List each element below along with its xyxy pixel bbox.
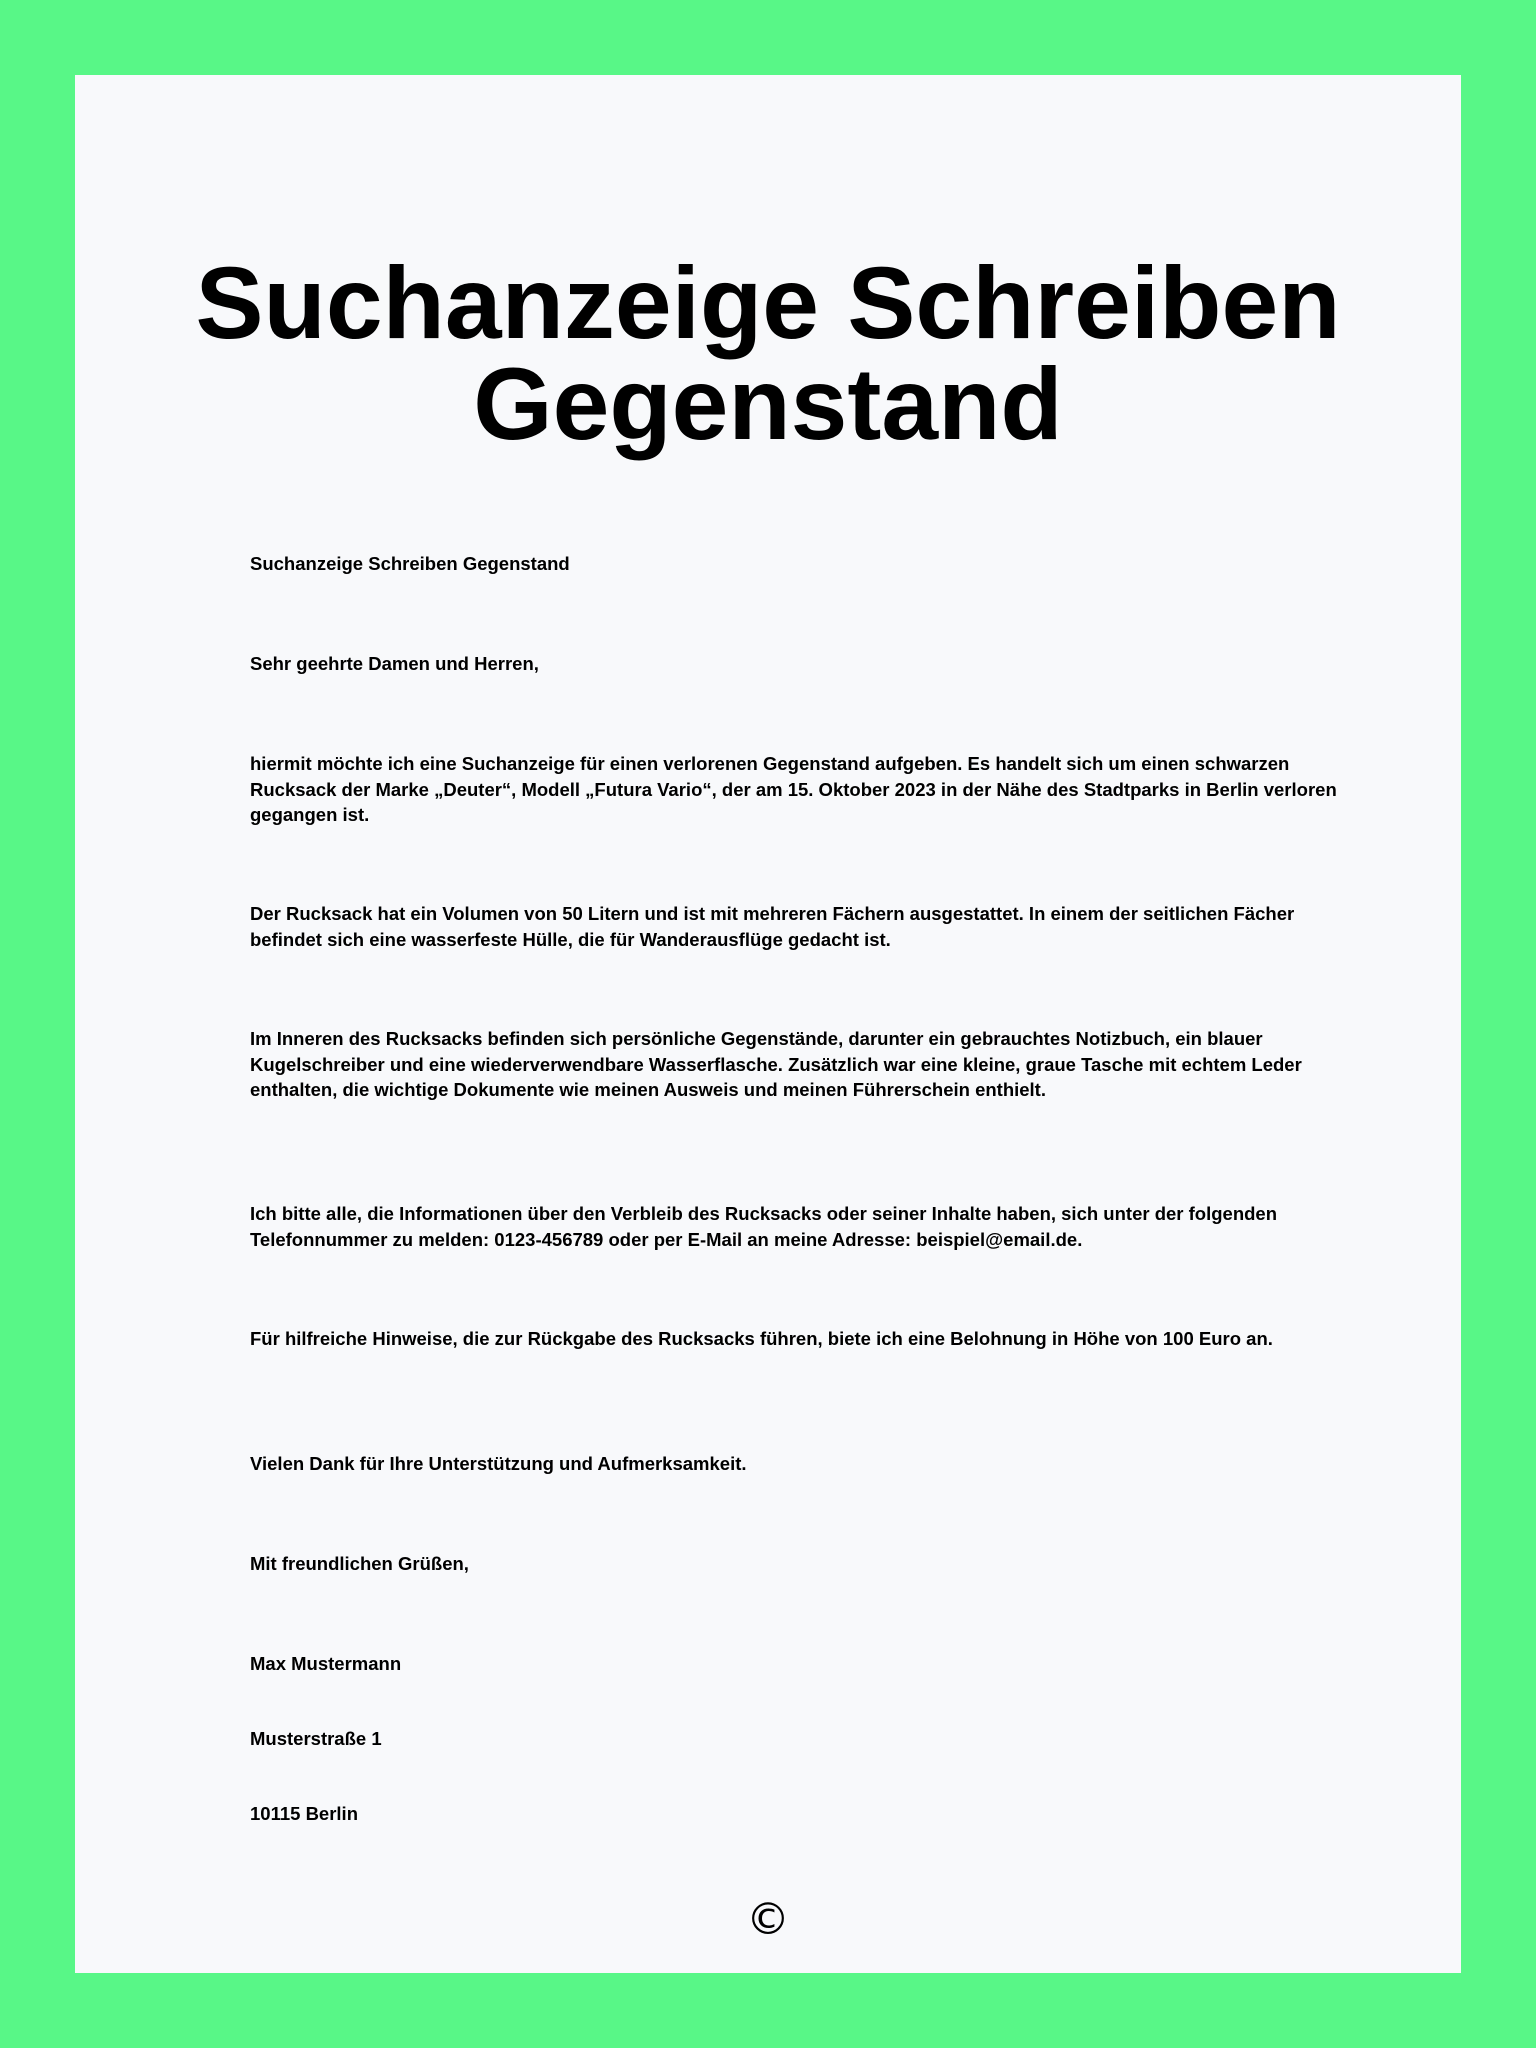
letter-paragraph: Für hilfreiche Hinweise, die zur Rückgabe des Rucksacks führen, biete ich eine Belohnung in Höhe von 100 Euro an. <box>250 1328 1273 1349</box>
signature-street: Musterstraße 1 <box>250 1728 382 1749</box>
letter-salutation: Sehr geehrte Damen und Herren, <box>250 653 539 674</box>
page-title: Suchanzeige Schreiben Gegenstand <box>195 246 1341 461</box>
letter-closing: Mit freundlichen Grüßen, <box>250 1553 469 1574</box>
letter-paragraph: Im Inneren des Rucksacks befinden sich persönliche Gegenstände, darunter ein gebrauchtes Notizbuch, ein blauer Kugelschreiber und eine wiederverwendbare Wasserflasche. Zusätzlich war eine kleine, graue Tasche mit echtem Leder enthalten, die wichtige Dokumente wie meinen Ausweis und meinen Führerschein enthielt. <box>250 1028 1302 1100</box>
letter-paragraph: Ich bitte alle, die Informationen über den Verbleib des Rucksacks oder seiner Inhalte haben, sich unter der folgenden Telefonnummer zu melden: 0123-456789 oder per E-Mail an meine Adresse: beispiel@email.de. <box>250 1203 1278 1250</box>
letter-paragraph: hiermit möchte ich eine Suchanzeige für einen verlorenen Gegenstand aufgeben. Es handelt sich um einen schwarzen Rucksack der Marke „Deuter“, Modell „Futura Vario“, der am 15. Oktober 2023 in der Nähe des Stadtparks in Berlin verloren gegangen ist. <box>250 753 1337 825</box>
signature-name: Max Mustermann <box>250 1653 402 1674</box>
document-page <box>75 75 1461 1973</box>
copyright-icon: © <box>746 1894 790 1945</box>
letter-subject: Suchanzeige Schreiben Gegenstand <box>250 553 570 574</box>
letter-paragraph: Der Rucksack hat ein Volumen von 50 Litern und ist mit mehreren Fächern ausgestattet. In einem der seitlichen Fächer befindet sich eine wasserfeste Hülle, die für Wanderausflüge gedacht ist. <box>250 903 1295 950</box>
signature-city: 10115 Berlin <box>250 1803 358 1824</box>
letter-paragraph: Vielen Dank für Ihre Unterstützung und Aufmerksamkeit. <box>250 1453 747 1474</box>
